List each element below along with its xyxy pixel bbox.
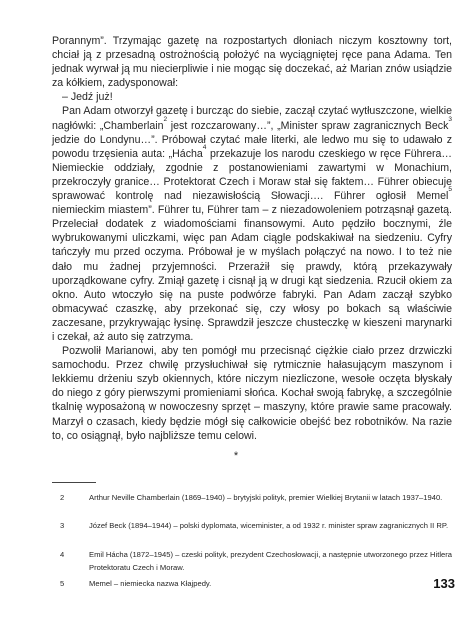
footnote-number: 5 (60, 579, 65, 588)
footnote-ref: 5 (448, 186, 452, 194)
footnote-text: Arthur Neville Chamberlain (1869–1940) – brytyjski polityk, premier Wielkiej Brytanii w latach 1937–1940. (89, 493, 443, 502)
paragraph (52, 104, 452, 344)
footnote-number: 4 (60, 550, 65, 559)
section-separator: * (233, 450, 239, 462)
text-run: niemieckim miastem”. Führer tu, Führer tam – z niezadowoleniem potrząsnął gazetą. Przeleciał dodatek z wiadomościami finansowymi. Auto pędziło bocznymi, źle wybrukowanymi uliczkami, więc pan Adam ciągle podskakiwał na siedzeniu. Cyfry tańczyły mu przed oczyma. Próbował je w myślach połączyć na nowo. I to też nie dało mu żadnej przyjemności. Przerażił się prawdy, którą przekazywały uporządkowane cyfry. Zmiął gazetę i cisnął ją w drugi kąt siedzenia. Rzucił okiem za okno. Auto wtoczyło się na puste podwórze fabryki. Pan Adam zaczął szybko obmacywać czaszkę, aby przekonać się, czy włosy po bokach są właściwie zaczesane, przykrywając łysinę. Sprawdził jeszcze chusteczkę w kieszeni marynarki i czekał, aż auto się zatrzyma. (52, 204, 452, 343)
footnote-text: Memel – niemiecka nazwa Kłajpedy. (89, 579, 212, 588)
paragraph: Porannym”. Trzymając gazetę na rozpostartych dłoniach niczym kosztowny tort, chciał ją z przesadną ostrożnością położyć na wyciągniętej ręce pana Adama. Ten jednak wyrwał ją mu niecierpliwie i nie mogąc się doczekać, aż Marian znów usiądzie za kółkiem, zadysponował: (52, 35, 452, 90)
paragraph: Pozwolił Marianowi, aby ten pomógł mu przecisnąć ciężkie ciało przez drzwiczki samochodu. Przez chwilę przysłuchiwał się rytmicznie hałasującym maszynom i lekkiemu drżeniu szyb okiennych, które niczym niezliczone, wesołe oczęta błyskały do niego z góry pierwszymi promieniami słońca. Kochał swoją fabrykę, a szczególnie tkalnię wyposażoną w nowoczesny sprzęt – maszyny, które prawie same pracowały. Marzył o czasach, kiedy będzie mógł się całkowicie obejść bez robotników. Na razie to, co osiągnął, było najbliższe temu celowi. (52, 345, 452, 442)
text-run: przekazuje los narodu czeskiego w ręce Führera… Niemieckie oddziały, zgodnie z postanowieniami zawartymi w Monachium, przekroczyły granice… Protektorat Czech i Moraw stał się faktem… Führer obiecuje sprawować kontrolę nad niezawisłością Słowacji…. Führer ogłosił Memel (52, 147, 452, 203)
footnote (52, 549, 452, 574)
footnote (52, 520, 452, 533)
footnote-ref: 2 (163, 115, 168, 123)
page-number: 133 (433, 576, 455, 591)
text-run: Pan Adam otworzył gazetę i burcząc do siebie, zaczął czytać wytłuszczone, wielkie nagłówki: „Chamberlain (52, 105, 452, 132)
text-run: jedzie do Londynu…”. Próbował czytać małe literki, ale ledwo mu się to udawało z powodu trzęsienia auta: „Hácha (52, 133, 452, 160)
footnote-number: 2 (60, 493, 65, 502)
footnote-ref: 3 (448, 115, 452, 123)
main-text (52, 34, 452, 443)
footnote (52, 578, 452, 591)
footnote-text: Józef Beck (1894–1944) – polski dyplomata, wiceminister, a od 1932 r. minister spraw zagranicznych II RP. (89, 521, 449, 530)
footnote-ref: 4 (202, 143, 207, 151)
footnote (52, 492, 452, 505)
footnote-rule (52, 482, 96, 483)
footnote-text: Emil Hácha (1872–1945) – czeski polityk, prezydent Czechosłowacji, a następnie utworzonego przez Hitlera Protektoratu Czech i Moraw. (89, 550, 452, 572)
footnote-number: 3 (60, 521, 65, 530)
text-run: jest rozczarowany…”, „Minister spraw zagranicznych Beck (167, 119, 449, 132)
dialogue-line: – Jedź już! (62, 91, 113, 104)
